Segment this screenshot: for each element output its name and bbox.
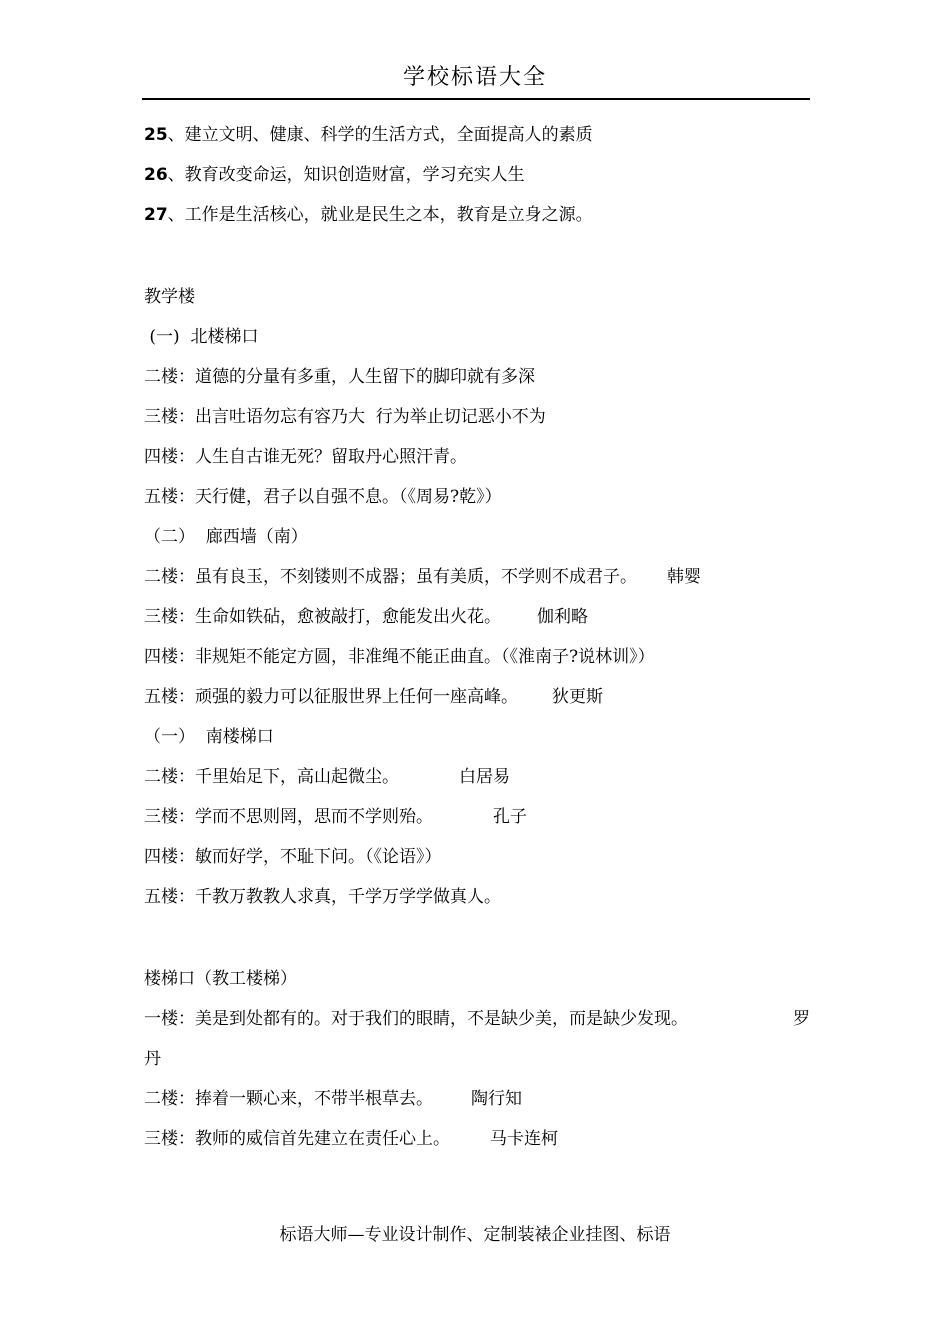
numbered-item — [144, 115, 812, 155]
slogan-line — [144, 557, 812, 597]
section-title: 楼梯口（教工楼梯） — [144, 969, 297, 989]
slogan-author: 狄更斯 — [552, 687, 603, 707]
slogan-line: 五楼：千教万教教人求真，千学万学学做真人。 — [144, 887, 501, 907]
slogan-line — [144, 677, 812, 717]
item-text: 、建立文明、健康、科学的生活方式，全面提高人的素质 — [167, 125, 593, 145]
slogan-author: 孔子 — [493, 807, 527, 827]
slogan-text: 一楼：美是到处都有的。对于我们的眼睛，不是缺少美，而是缺少发现。 — [144, 1009, 688, 1029]
header-divider — [142, 98, 810, 100]
slogan-author: 伽利略 — [537, 607, 588, 627]
item-number: 27 — [144, 205, 168, 225]
slogan-text: 二楼：千里始足下，高山起微尘。 — [144, 767, 399, 787]
slogan-line: 四楼：非规矩不能定方圆，非准绳不能正曲直。（《淮南子?说林训》） — [144, 647, 655, 667]
slogan-line: 三楼：出言吐语勿忘有容乃大 行为举止切记恶小不为 — [144, 407, 546, 427]
slogan-line — [144, 1119, 812, 1159]
page-header-title: 学校标语大全 — [402, 65, 547, 90]
slogan-line — [144, 999, 812, 1039]
section-gap — [144, 917, 812, 959]
slogan-author: 白居易 — [459, 767, 510, 787]
slogan-text: 二楼：虽有良玉，不刻镂则不成器；虽有美质，不学则不成君子。 — [144, 567, 637, 587]
slogan-author: 罗 — [793, 1009, 810, 1029]
slogan-text: 三楼：生命如铁砧，愈被敲打，愈能发出火花。 — [144, 607, 501, 627]
subsection-heading: （一） 南楼梯口 — [144, 727, 274, 747]
slogan-line: 四楼：人生自古谁无死？留取丹心照汗青。 — [144, 447, 467, 467]
item-number: 26 — [144, 165, 168, 185]
slogan-line: 四楼：敏而好学，不耻下问。（《论语》） — [144, 847, 442, 867]
numbered-item — [144, 195, 812, 235]
section-title: 教学楼 — [144, 287, 195, 307]
item-number: 25 — [144, 125, 168, 145]
slogan-text: 三楼：教师的威信首先建立在责任心上。 — [144, 1129, 450, 1149]
item-text: 、工作是生活核心，就业是民生之本，教育是立身之源。 — [167, 205, 593, 225]
slogan-line — [144, 1079, 812, 1119]
slogan-line — [144, 757, 812, 797]
document-body — [144, 115, 812, 1159]
numbered-item — [144, 155, 812, 195]
slogan-line: 二楼：道德的分量有多重，人生留下的脚印就有多深 — [144, 367, 535, 387]
slogan-line: 五楼：天行健，君子以自强不息。（《周易?乾》） — [144, 487, 502, 507]
slogan-line-continuation: 丹 — [144, 1049, 161, 1069]
subsection-heading: （二） 廊西墙（南） — [144, 527, 308, 547]
slogan-line — [144, 597, 812, 637]
slogan-author: 韩婴 — [667, 567, 701, 587]
section-gap — [144, 235, 812, 277]
page-footer: 标语大师—专业设计制作、定制装裱企业挂图、标语 — [279, 1225, 671, 1245]
subsection-heading: (一) 北楼梯口 — [144, 327, 259, 347]
slogan-text: 三楼：学而不思则罔，思而不学则殆。 — [144, 807, 433, 827]
slogan-text: 五楼：顽强的毅力可以征服世界上任何一座高峰。 — [144, 687, 518, 707]
slogan-author: 马卡连柯 — [490, 1129, 558, 1149]
slogan-line — [144, 797, 812, 837]
slogan-author: 陶行知 — [471, 1089, 522, 1109]
slogan-text: 二楼：捧着一颗心来，不带半根草去。 — [144, 1089, 433, 1109]
item-text: 、教育改变命运，知识创造财富，学习充实人生 — [167, 165, 525, 185]
